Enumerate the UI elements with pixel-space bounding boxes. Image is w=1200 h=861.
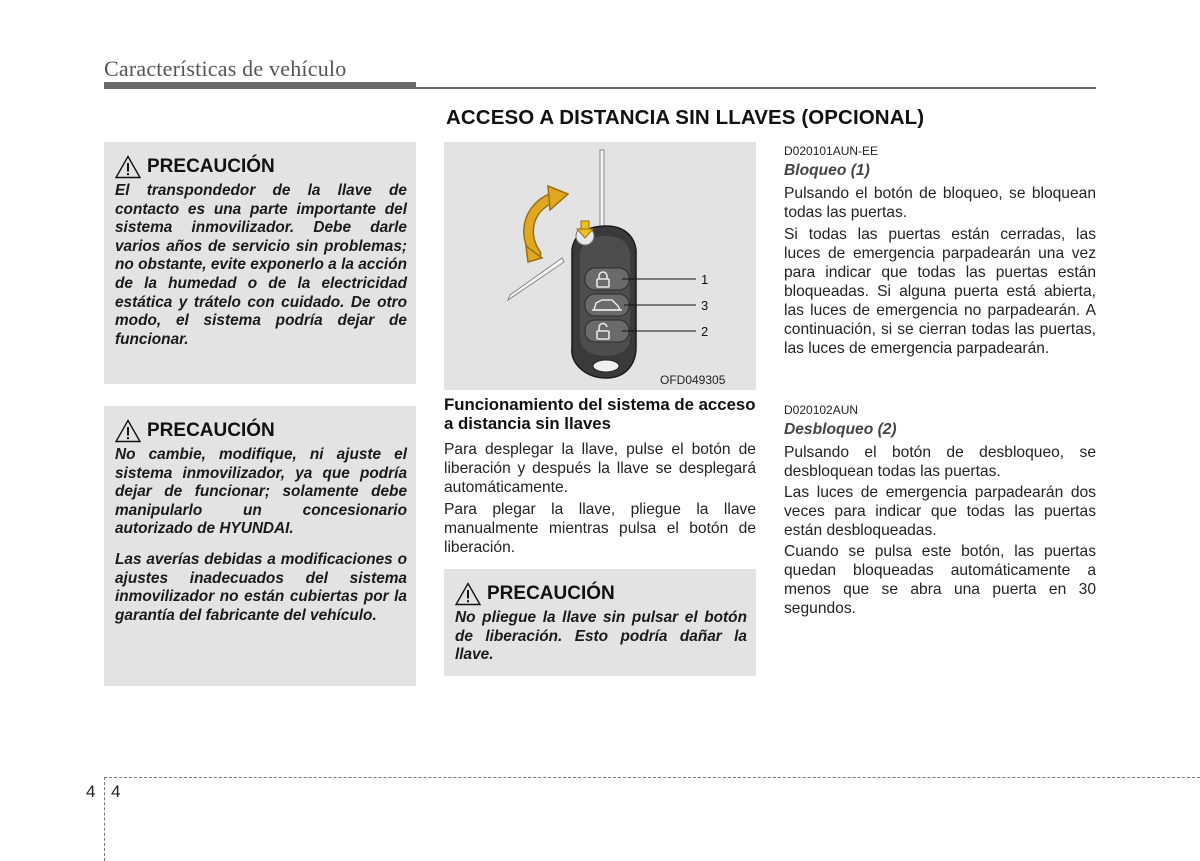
caution-box-transponder bbox=[104, 142, 416, 384]
caution-box-modification bbox=[104, 406, 416, 686]
section-title: ACCESO A DISTANCIA SIN LLAVES (OPCIONAL) bbox=[446, 106, 925, 129]
lock-paragraph: Si todas las puertas están cerradas, las luces de emergencia parpadearán una vez para indicar que todas las puertas están bloqueadas. Si alguna puerta está abierta, las luces de emergencia no parpadearán. A continuación, si se cierran todas las puertas, las luces de emergencia parpadearán. bbox=[784, 226, 1096, 357]
page-section-number: 4 bbox=[86, 782, 96, 801]
unlock-paragraph: Cuando se pulsa este botón, las puertas quedan bloqueadas automáticamente a menos que se abra una puerta en 30 segundos. bbox=[784, 543, 1096, 617]
unlock-title: Desbloqueo (2) bbox=[784, 421, 897, 438]
caution-text: Las averías debidas a modificaciones o ajustes inadecuados del sistema inmovilizador no están cubiertas por la garantía del fabricante del vehículo. bbox=[115, 550, 407, 624]
lock-paragraph: Pulsando el botón de bloqueo, se bloquean todas las puertas. bbox=[784, 185, 1096, 221]
caution-title: PRECAUCIÓN bbox=[147, 156, 275, 177]
footer-page-divider bbox=[104, 777, 105, 861]
unlock-code: D020102AUN bbox=[784, 403, 859, 417]
caution-box-fold bbox=[444, 569, 756, 676]
key-fob-figure bbox=[444, 142, 756, 390]
page-number: 4 bbox=[111, 782, 121, 801]
operation-heading: Funcionamiento del sistema de acceso a distancia sin llaves bbox=[444, 395, 756, 433]
fold-paragraph: Para plegar la llave, pliegue la llave manualmente mientras pulsa el botón de liberación. bbox=[444, 501, 756, 556]
header-rule-thin bbox=[416, 87, 1096, 89]
lock-code: D020101AUN-EE bbox=[784, 144, 879, 158]
figure-code: OFD049305 bbox=[660, 373, 726, 387]
warning-icon bbox=[115, 419, 141, 443]
footer-divider bbox=[104, 777, 1200, 778]
callout-2: 2 bbox=[701, 324, 709, 339]
warning-icon bbox=[455, 582, 481, 606]
caution-title: PRECAUCIÓN bbox=[147, 420, 275, 441]
callout-1: 1 bbox=[701, 272, 709, 287]
caution-title: PRECAUCIÓN bbox=[487, 583, 615, 604]
unlock-paragraph: Pulsando el botón de desbloqueo, se desbloquean todas las puertas. bbox=[784, 444, 1096, 480]
lock-title: Bloqueo (1) bbox=[784, 162, 870, 179]
unfold-paragraph: Para desplegar la llave, pulse el botón de liberación y después la llave se desplegará automáticamente. bbox=[444, 441, 756, 496]
header-rule-thick bbox=[104, 82, 416, 89]
chapter-title: Características de vehículo bbox=[104, 56, 347, 81]
caution-text: No pliegue la llave sin pulsar el botón de liberación. Esto podría dañar la llave. bbox=[455, 609, 747, 664]
fold-arrow-icon bbox=[526, 186, 568, 262]
callout-3: 3 bbox=[701, 298, 709, 313]
unlock-paragraph: Las luces de emergencia parpadearán dos veces para indicar que todas las puertas están desbloqueadas. bbox=[784, 484, 1096, 539]
caution-text: El transpondedor de la llave de contacto es una parte importante del sistema inmovilizador. Debe darle varios años de servicio sin problemas; no obstante, evite exponerlo a la acción de la humedad o de la electricidad estática y trátelo con cuidado. De otro modo, el sistema podría dejar de funcionar. bbox=[115, 182, 407, 348]
warning-icon bbox=[115, 155, 141, 179]
caution-text: No cambie, modifique, ni ajuste el sistema inmovilizador, ya que podría dejar de funcionar; solamente debe manipularlo un concesionario autorizado de HYUNDAI. bbox=[115, 446, 407, 538]
